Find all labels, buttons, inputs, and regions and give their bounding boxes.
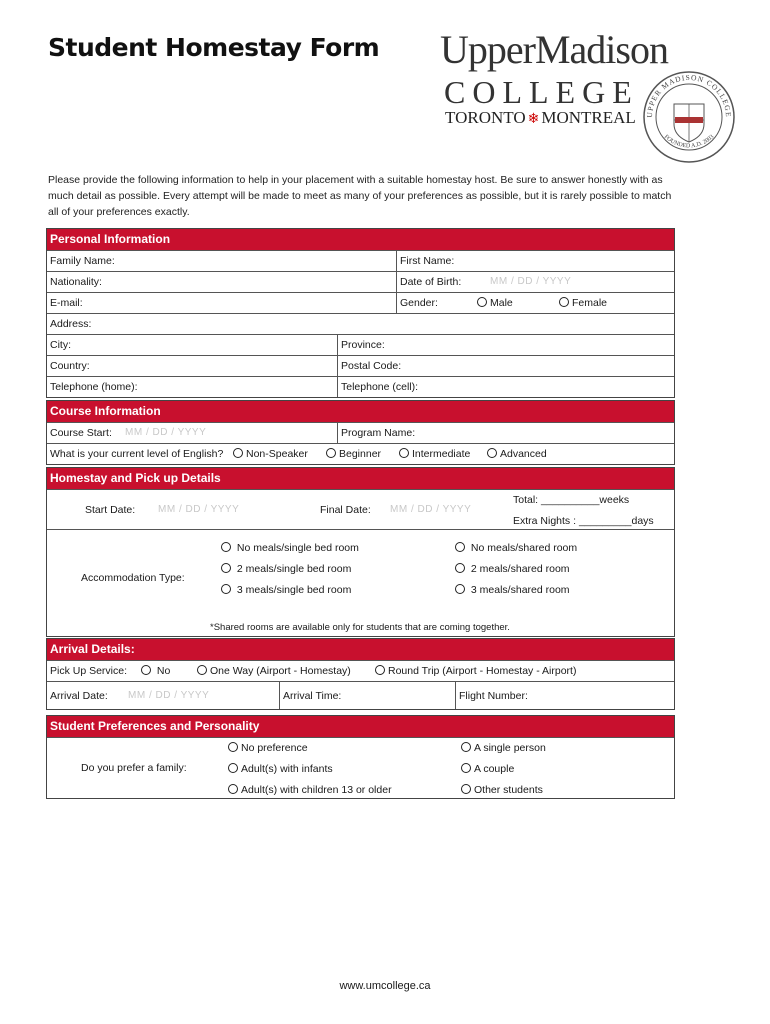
radio-icon[interactable] (197, 665, 207, 675)
radio-icon[interactable] (228, 763, 238, 773)
radio-icon[interactable] (487, 448, 497, 458)
pickup-one-way-label: One Way (Airport - Homestay) (210, 665, 351, 677)
start-date-label: Start Date: (85, 504, 136, 516)
arrival-section (46, 638, 675, 710)
pickup-row (47, 660, 674, 681)
logo-wordmark: UpperMadison (440, 27, 668, 72)
email-field[interactable] (47, 293, 396, 313)
flight-number-field[interactable] (455, 682, 674, 709)
arrival-heading: Arrival Details: (47, 639, 674, 660)
course-start-row (47, 422, 674, 443)
pref-adults-infants-option[interactable] (228, 759, 333, 779)
level-non-speaker-option[interactable] (233, 444, 308, 464)
homestay-section (46, 467, 675, 637)
female-label: Female (572, 297, 608, 309)
pref-no-preference-option[interactable] (228, 738, 308, 758)
english-level-row (47, 443, 674, 464)
country-field[interactable] (47, 356, 337, 376)
footer-url[interactable]: www.umcollege.ca (339, 980, 431, 992)
address-row (47, 313, 674, 334)
pref-single-person-option[interactable] (461, 738, 546, 758)
homestay-dates-row (47, 489, 674, 529)
accom-option-label: No meals/shared room (470, 542, 578, 554)
address-field[interactable] (47, 314, 674, 334)
address-label: Address: (50, 318, 92, 330)
pref-option-label: A single person (474, 742, 546, 754)
pickup-round-trip-label: Round Trip (Airport - Homestay - Airport) (388, 665, 577, 677)
accom-no-meals-single-option[interactable] (221, 538, 359, 558)
accom-2-meals-single-option[interactable] (221, 559, 351, 579)
flight-number-label: Flight Number: (459, 690, 528, 702)
email-label: E-mail: (50, 297, 83, 309)
pickup-no-label: No (156, 665, 171, 677)
course-information-heading: Course Information (47, 401, 674, 422)
level-intermediate-option[interactable] (399, 444, 470, 464)
preferences-heading: Student Preferences and Personality (47, 716, 674, 737)
radio-icon[interactable] (477, 297, 487, 307)
pickup-cell (47, 661, 674, 681)
dob-input[interactable]: MM / DD / YYYY (490, 276, 572, 287)
pickup-one-way-option[interactable] (197, 661, 351, 681)
program-name-field[interactable] (337, 423, 674, 443)
radio-icon[interactable] (559, 297, 569, 307)
first-name-field[interactable] (396, 251, 674, 271)
accom-option-label: 3 meals/shared room (470, 584, 570, 596)
gender-female-option[interactable] (559, 293, 607, 313)
english-level-cell (47, 444, 674, 464)
accom-3-meals-shared-option[interactable] (455, 580, 570, 600)
course-information-section (46, 400, 675, 465)
radio-icon[interactable] (326, 448, 336, 458)
province-field[interactable] (337, 335, 674, 355)
english-level-question: What is your current level of English? (50, 448, 224, 460)
family-preference-question: Do you prefer a family: (81, 762, 187, 774)
telephone-row (47, 376, 674, 397)
pref-couple-option[interactable] (461, 759, 514, 779)
logo-city-toronto: TORONTO (445, 108, 526, 127)
pickup-round-trip-option[interactable] (375, 661, 576, 681)
radio-icon[interactable] (233, 448, 243, 458)
radio-icon[interactable] (461, 784, 471, 794)
dob-cell (396, 272, 674, 292)
radio-icon[interactable] (461, 763, 471, 773)
pref-adults-children-option[interactable] (228, 780, 392, 800)
course-start-cell (47, 423, 337, 443)
telephone-home-label: Telephone (home): (50, 381, 138, 393)
maple-leaf-icon: ❄ (527, 112, 540, 127)
logo-cities (445, 108, 636, 128)
final-date-input[interactable]: MM / DD / YYYY (390, 504, 472, 515)
logo-college: COLLEGE (444, 74, 639, 110)
gender-label: Gender: (400, 297, 438, 309)
radio-icon[interactable] (141, 665, 151, 675)
seal-text: UPPER MADISON COLLEGE (644, 72, 734, 118)
course-start-label: Course Start: (50, 427, 112, 439)
course-start-input[interactable]: MM / DD / YYYY (125, 427, 207, 438)
pref-option-label: A couple (474, 763, 515, 775)
radio-icon[interactable] (461, 742, 471, 752)
level-label: Beginner (339, 448, 382, 460)
email-row (47, 292, 674, 313)
pref-other-students-option[interactable] (461, 780, 543, 800)
radio-icon[interactable] (455, 563, 465, 573)
level-advanced-option[interactable] (487, 444, 547, 464)
gender-cell (396, 293, 674, 313)
final-date-label: Final Date: (320, 504, 371, 516)
first-name-label: First Name: (400, 255, 455, 267)
arrival-time-field[interactable] (279, 682, 455, 709)
radio-icon[interactable] (228, 742, 238, 752)
arrival-info-row (47, 681, 674, 709)
gender-male-option[interactable] (477, 293, 513, 313)
program-name-label: Program Name: (341, 427, 416, 439)
homestay-heading: Homestay and Pick up Details (47, 468, 674, 489)
start-date-input[interactable]: MM / DD / YYYY (158, 504, 240, 515)
city-row (47, 334, 674, 355)
accom-option-label: 3 meals/single bed room (236, 584, 352, 596)
city-field[interactable] (47, 335, 337, 355)
form-title: Student Homestay Form (48, 33, 380, 62)
country-row (47, 355, 674, 376)
nationality-field[interactable] (47, 272, 396, 292)
accom-no-meals-shared-option[interactable] (455, 538, 577, 558)
pref-option-label: No preference (241, 742, 308, 754)
pickup-label: Pick Up Service: (50, 665, 128, 677)
accommodation-row (47, 529, 674, 637)
radio-icon[interactable] (228, 784, 238, 794)
logo-city-montreal: MONTREAL (541, 108, 636, 127)
extra-nights-field[interactable]: Extra Nights : _________days (513, 515, 654, 527)
personal-information-section (46, 228, 675, 398)
level-beginner-option[interactable] (326, 444, 381, 464)
seal-founded: FOUNDED A.D. 2003 (662, 134, 716, 150)
telephone-home-field[interactable] (47, 377, 337, 397)
arrival-date-label: Arrival Date: (50, 690, 108, 702)
shared-room-note: *Shared rooms are available only for students that are coming together. (210, 622, 510, 633)
accom-option-label: No meals/single bed room (236, 542, 359, 554)
telephone-cell-field[interactable] (337, 377, 674, 397)
country-label: Country: (50, 360, 90, 372)
accom-option-label: 2 meals/single bed room (236, 563, 352, 575)
pickup-no-option[interactable] (141, 661, 170, 681)
postal-code-label: Postal Code: (341, 360, 402, 372)
nationality-row (47, 271, 674, 292)
city-label: City: (50, 339, 71, 351)
family-name-field[interactable] (47, 251, 396, 271)
pref-option-label: Adult(s) with children 13 or older (241, 784, 392, 796)
total-weeks-field[interactable]: Total: __________weeks (513, 494, 630, 506)
preferences-section (46, 715, 675, 799)
college-seal-icon (642, 70, 736, 164)
arrival-date-input[interactable]: MM / DD / YYYY (128, 690, 210, 701)
arrival-time-label: Arrival Time: (283, 690, 342, 702)
level-label: Advanced (500, 448, 547, 460)
radio-icon[interactable] (399, 448, 409, 458)
accom-2-meals-shared-option[interactable] (455, 559, 570, 579)
level-label: Intermediate (412, 448, 471, 460)
radio-icon[interactable] (455, 542, 465, 552)
intro-text: Please provide the following information to help in your placement with a suitable homestay host. Be sure to answer honestly with as much detail as possible. Every attempt will be made to meet as many of your preferences as possible, but it is rarely possible to match all of your preferences exactly. (48, 174, 672, 218)
radio-icon[interactable] (221, 542, 231, 552)
radio-icon[interactable] (375, 665, 385, 675)
level-label: Non-Speaker (246, 448, 308, 460)
family-name-label: Family Name: (50, 255, 115, 267)
dob-label: Date of Birth: (400, 276, 462, 288)
accom-option-label: 2 meals/shared room (470, 563, 570, 575)
pref-option-label: Other students (474, 784, 543, 796)
arrival-date-cell (47, 682, 279, 709)
radio-icon[interactable] (221, 584, 231, 594)
radio-icon[interactable] (455, 584, 465, 594)
accommodation-type-label: Accommodation Type: (81, 572, 185, 584)
accom-3-meals-single-option[interactable] (221, 580, 351, 600)
province-label: Province: (341, 339, 385, 351)
preferences-row (47, 737, 674, 799)
pref-option-label: Adult(s) with infants (241, 763, 333, 775)
family-name-row (47, 250, 674, 271)
nationality-label: Nationality: (50, 276, 102, 288)
personal-information-heading: Personal Information (47, 229, 674, 250)
postal-code-field[interactable] (337, 356, 674, 376)
radio-icon[interactable] (221, 563, 231, 573)
telephone-cell-label: Telephone (cell): (341, 381, 419, 393)
male-label: Male (490, 297, 513, 309)
